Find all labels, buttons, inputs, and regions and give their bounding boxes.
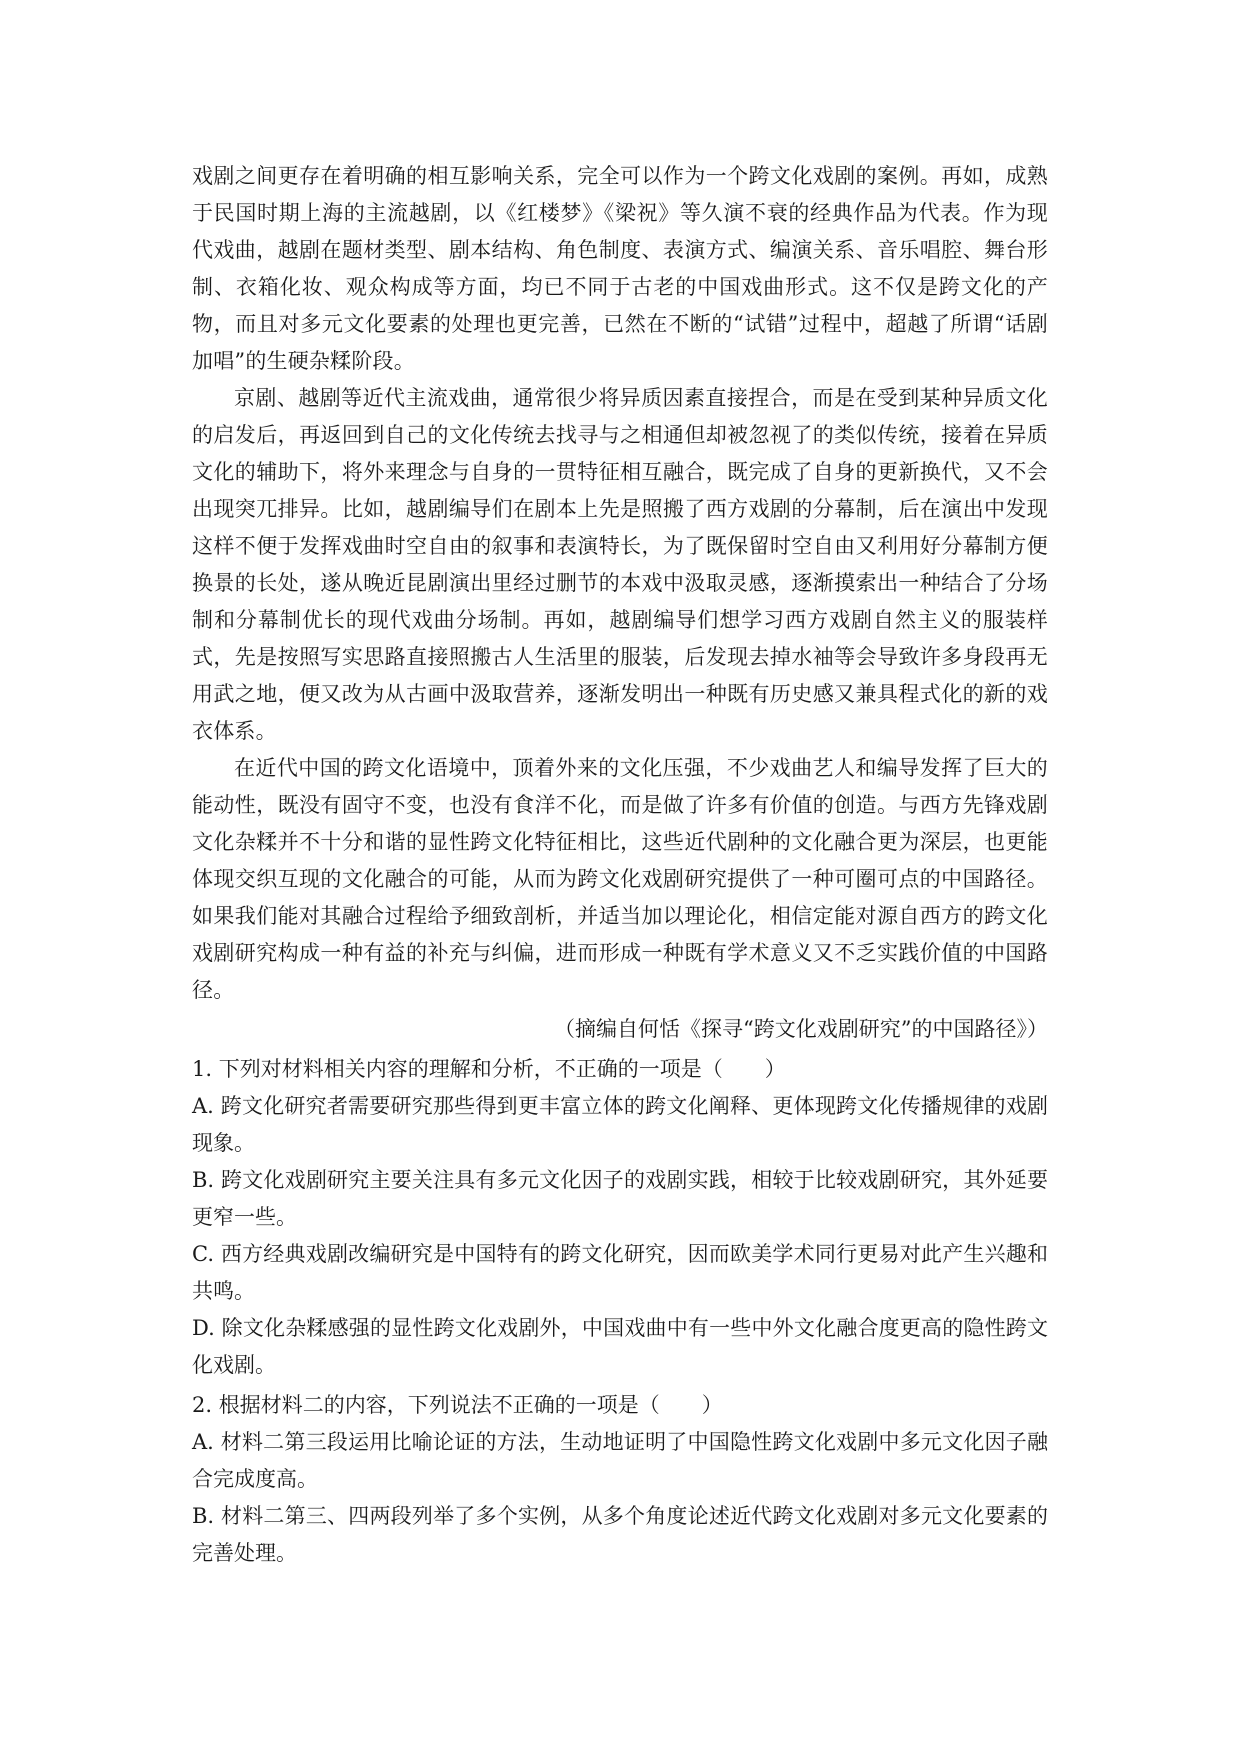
question-option-a: A. 跨文化研究者需要研究那些得到更丰富立体的跨文化阐释、更体现跨文化传播规律的戏剧现象。 xyxy=(192,1094,1048,1155)
question-option-a: A. 材料二第三段运用比喻论证的方法，生动地证明了中国隐性跨文化戏剧中多元文化因子融合完成度高。 xyxy=(192,1430,1048,1491)
question-stem: 2. 根据材料二的内容，下列说法不正确的一项是（ ） xyxy=(192,1393,723,1417)
question-option-b: B. 跨文化戏剧研究主要关注具有多元文化因子的戏剧实践，相较于比较戏剧研究，其外延要更窄一些。 xyxy=(192,1168,1048,1229)
question-option-b: B. 材料二第三、四两段列举了多个实例，从多个角度论述近代跨文化戏剧对多元文化要素的完善处理。 xyxy=(192,1504,1048,1565)
passage-paragraph-2: 京剧、越剧等近代主流戏曲，通常很少将异质因素直接捏合，而是在受到某种异质文化的启发后，再返回到自己的文化传统去找寻与之相通但却被忽视了的类似传统，接着在异质文化的辅助下，将外来理念与自身的一贯特征相互融合，既完成了自身的更新换代，又不会出现突兀排异。比如，越剧编导们在剧本上先是照搬了西方戏剧的分幕制，后在演出中发现这样不便于发挥戏曲时空自由的叙事和表演特长，为了既保留时空自由又利用好分幕制方便换景的长处，遂从晚近昆剧演出里经过删节的本戏中汲取灵感，逐渐摸索出一种结合了分场制和分幕制优长的现代戏曲分场制。再如，越剧编导们想学习西方戏剧自然主义的服装样式，先是按照写实思路直接照搬古人生活里的服装，后发现去掉水袖等会导致许多身段再无用武之地，便又改为从古画中汲取营养，逐渐发明出一种既有历史感又兼具程式化的新的戏衣体系。 xyxy=(192,386,1048,743)
passage-source: （摘编自何恬《探寻“跨文化戏剧研究”的中国路径》） xyxy=(554,1017,1048,1041)
question-option-d: D. 除文化杂糅感强的显性跨文化戏剧外，中国戏曲中有一些中外文化融合度更高的隐性跨文化戏剧。 xyxy=(192,1316,1048,1377)
question-option-c: C. 西方经典戏剧改编研究是中国特有的跨文化研究，因而欧美学术同行更易对此产生兴趣和共鸣。 xyxy=(192,1242,1048,1303)
question-2 xyxy=(192,1387,1048,1572)
question-stem: 1. 下列对材料相关内容的理解和分析，不正确的一项是（ ） xyxy=(192,1057,786,1081)
passage-paragraph-1: 戏剧之间更存在着明确的相互影响关系，完全可以作为一个跨文化戏剧的案例。再如，成熟于民国时期上海的主流越剧，以《红楼梦》《梁祝》等久演不衰的经典作品为代表。作为现代戏曲，越剧在题材类型、剧本结构、角色制度、表演方式、编演关系、音乐唱腔、舞台形制、衣箱化妆、观众构成等方面，均已不同于古老的中国戏曲形式。这不仅是跨文化的产物，而且对多元文化要素的处理也更完善，已然在不断的“试错”过程中，超越了所谓“话剧加唱”的生硬杂糅阶段。 xyxy=(192,164,1048,373)
question-1 xyxy=(192,1051,1048,1384)
document-page xyxy=(192,158,1048,1572)
passage xyxy=(192,158,1048,1048)
passage-paragraph-3: 在近代中国的跨文化语境中，顶着外来的文化压强，不少戏曲艺人和编导发挥了巨大的能动性，既没有固守不变，也没有食洋不化，而是做了许多有价值的创造。与西方先锋戏剧文化杂糅并不十分和谐的显性跨文化特征相比，这些近代剧种的文化融合更为深层，也更能体现交织互现的文化融合的可能，从而为跨文化戏剧研究提供了一种可圈可点的中国路径。如果我们能对其融合过程给予细致剖析，并适当加以理论化，相信定能对源自西方的跨文化戏剧研究构成一种有益的补充与纠偏，进而形成一种既有学术意义又不乏实践价值的中国路径。 xyxy=(192,756,1048,1002)
